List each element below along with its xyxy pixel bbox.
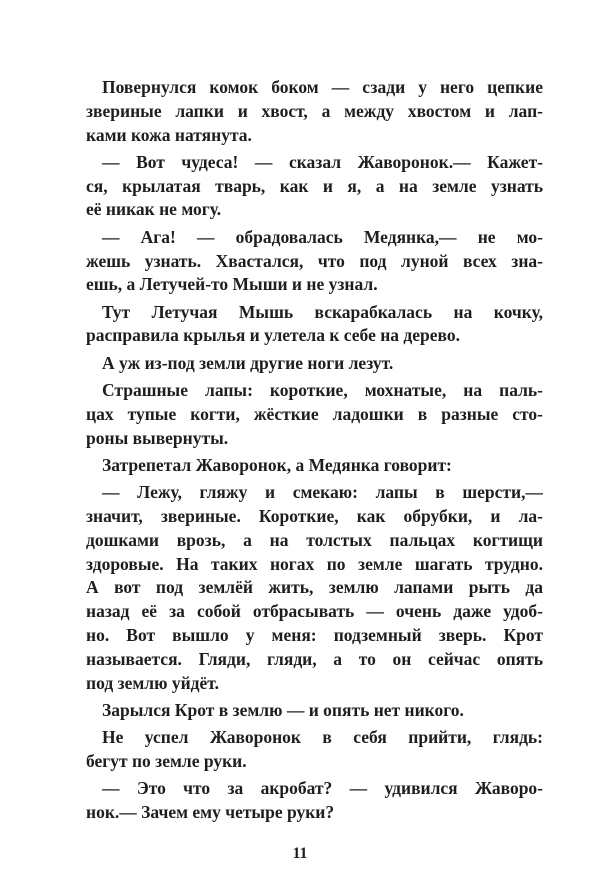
text-line: значит, звериные. Короткие, как обрубки, и ла- bbox=[86, 506, 543, 527]
page-number: 11 bbox=[292, 845, 308, 862]
text-line: дошками врозь, а на толстых пальцах когтищи bbox=[86, 529, 543, 550]
text-line: нок.— Зачем ему четыре руки? bbox=[86, 802, 335, 823]
paragraph bbox=[86, 777, 543, 825]
text-line: — Это что за акробат? — удивился Жаворо- bbox=[102, 778, 543, 799]
text-line: ся, крылатая тварь, как и я, а на земле узнать bbox=[86, 175, 543, 196]
text-line: назад её за собой отбрасывать — очень даже удоб- bbox=[86, 601, 543, 622]
paragraph bbox=[86, 226, 543, 297]
text-line: ешь, а Летучей-то Мыши и не узнал. bbox=[86, 274, 378, 295]
text-line: цах тупые когти, жёсткие ладошки в разные сто- bbox=[86, 403, 543, 424]
paragraph bbox=[86, 301, 543, 349]
text-line: — Вот чудеса! — сказал Жаворонок.— Кажет- bbox=[102, 151, 543, 172]
text-line: Не успел Жаворонок в себя прийти, глядь: bbox=[102, 727, 543, 748]
text-line: её никак не могу. bbox=[86, 199, 222, 220]
text-line: но. Вот вышло у меня: подземный зверь. Крот bbox=[86, 625, 543, 646]
text-line: Затрепетал Жаворонок, а Медянка говорит: bbox=[102, 454, 452, 475]
text-line: А вот под землёй жить, землю лапами рыть да bbox=[86, 577, 543, 598]
text-line: под землю уйдёт. bbox=[86, 672, 219, 693]
text-line: — Лежу, гляжу и смекаю: лапы в шерсти,— bbox=[102, 482, 543, 503]
paragraph bbox=[86, 151, 543, 222]
paragraph bbox=[86, 352, 543, 376]
paragraph bbox=[86, 481, 543, 695]
paragraph bbox=[86, 379, 543, 450]
text-line: Тут Летучая Мышь вскарабкалась на кочку, bbox=[102, 301, 543, 322]
text-line: бегут по земле руки. bbox=[86, 751, 247, 772]
text-line: А уж из-под земли другие ноги лезут. bbox=[102, 352, 394, 373]
paragraph bbox=[86, 454, 543, 478]
text-line: жешь узнать. Хвастался, что под луной всех зна- bbox=[86, 250, 543, 271]
text-line: Повернулся комок боком — сзади у него цепкие bbox=[102, 77, 543, 97]
text-line: здоровые. На таких ногах по земле шагать трудно. bbox=[86, 553, 543, 574]
text-line: расправила крылья и улетела к себе на дерево. bbox=[86, 325, 461, 346]
text-line: Зарылся Крот в землю — и опять нет никого. bbox=[102, 699, 464, 720]
text-line: ками кожа натянута. bbox=[86, 124, 252, 145]
book-page-text bbox=[86, 76, 543, 828]
text-line: называется. Гляди, гляди, а то он сейчас опять bbox=[86, 648, 543, 669]
paragraph bbox=[86, 699, 543, 723]
paragraph bbox=[86, 76, 543, 147]
text-line: — Ага! — обрадовалась Медянка,— не мо- bbox=[102, 226, 543, 247]
paragraph bbox=[86, 726, 543, 774]
text-line: роны вывернуты. bbox=[86, 427, 229, 448]
text-line: звериные лапки и хвост, а между хвостом и лап- bbox=[86, 100, 543, 121]
text-line: Страшные лапы: короткие, мохнатые, на паль- bbox=[102, 380, 543, 401]
